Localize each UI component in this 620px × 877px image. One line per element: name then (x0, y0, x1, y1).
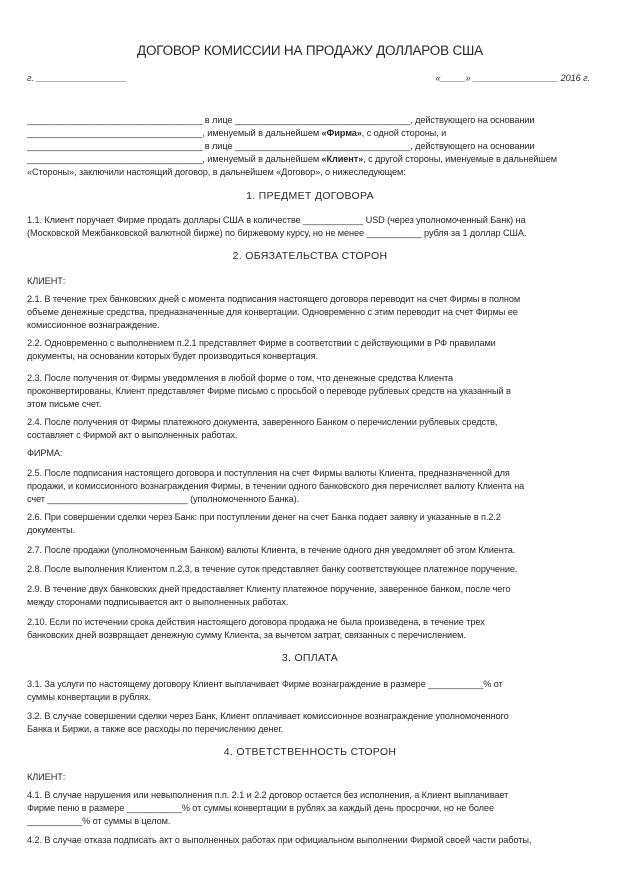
text-segment: проконвертированы, Клиент представляет Фирме письмо с просьбой о переводе рублевых средств на указанный в (27, 386, 511, 396)
section-heading (0, 746, 620, 758)
text-line (27, 306, 518, 318)
text-line (27, 293, 520, 305)
section-heading (0, 190, 620, 202)
text-line (27, 691, 151, 703)
text-segment: 2.10. Если по истечении срока действия настоящего договора продажа не была произведена, в течение трех (27, 617, 485, 627)
text-segment: , с другой стороны, именуемые в дальнейшем (363, 154, 557, 164)
text-line (27, 447, 62, 459)
text-line (27, 815, 170, 827)
text-line (27, 166, 406, 178)
text-line (27, 429, 237, 441)
text-line (27, 214, 525, 226)
text-line (27, 629, 466, 641)
text-segment: этом письме счет. (27, 399, 102, 409)
text-segment: 1.1. Клиент поручает Фирме продать доллары США в количестве ____________ USD (через уполномоченный Банк) на (27, 215, 526, 225)
text-segment: 4.1. В случае нарушения или невыполнения п.п. 2.1 и 2.2 договор остается без исполнения, а Клиент выплачивает (27, 790, 509, 800)
text-line (27, 563, 517, 575)
section-heading (0, 250, 620, 262)
text-line (27, 153, 557, 165)
text-line (27, 275, 65, 287)
party-name: «Фирма» (321, 128, 362, 138)
text-line (27, 398, 101, 410)
text-segment: продажи, и комиссионного вознаграждения Фирмы, в течении одного банковского дня перечисляет валюту Клиента на (27, 481, 525, 491)
text-line (27, 319, 159, 331)
text-segment: 2.8. После выполнения Клиентом п.2.3, в течение суток представляет банку соответствующее платежное поручение. (27, 564, 518, 574)
text-segment: ___________________________________ в лице ___________________________________, действующего на основании (27, 115, 535, 125)
section-heading (0, 652, 620, 664)
text-segment: 2. ОБЯЗАТЕЛЬСТВА СТОРОН (232, 250, 388, 262)
text-line (27, 372, 453, 384)
text-segment: (Московской Межбанковской валютной бирже) по биржевому курсу, но не менее ___________ рубля за 1 доллар США. (27, 228, 527, 238)
text-line (27, 544, 515, 556)
text-line (27, 350, 318, 362)
text-segment: банковских дней возвращает денежную сумму Клиента, за вычетом затрат, связанных с перечислением. (27, 630, 466, 640)
date-field: «_____» _________________ 2016 г. (435, 73, 590, 83)
text-line (27, 789, 508, 801)
text-segment: 2.3. После получения от Фирмы уведомления в любой форме о том, что денежные средства Клиента (27, 373, 453, 383)
text-line (27, 678, 503, 690)
text-segment: 2.6. При совершении сделки через Банк: при поступлении денег на счет Банка подает заявку и указанные в п.2.2 (27, 512, 501, 522)
text-segment: 1. ПРЕДМЕТ ДОГОВОРА (246, 190, 374, 202)
text-segment: ФИРМА: (27, 448, 63, 458)
text-line (27, 723, 283, 735)
text-segment: 2.4. После получения от Фирмы платежного документа, заверенного Банком о перечислении рублевых средств, (27, 417, 498, 427)
text-line (27, 467, 510, 479)
text-segment: 2.2. Одновременно с выполнением п.2.1 представляет Фирме в соответствии с действующими в РФ правилами (27, 338, 496, 348)
text-line (27, 227, 526, 239)
text-line (27, 802, 494, 814)
text-segment: объеме денежные средства, предназначенные для конвертации. Одновременно с этим переводит на счет Фирмы ее (27, 307, 518, 317)
text-segment: счет ____________________________ (уполномоченного Банка). (27, 494, 300, 504)
text-segment: составляет с Фирмой акт о выполненных работах. (27, 430, 238, 440)
text-segment: 3. ОПЛАТА (281, 652, 339, 664)
text-line (27, 416, 497, 428)
text-segment: документы. (27, 525, 75, 535)
party-name: «Клиент» (321, 154, 364, 164)
text-line (27, 616, 485, 628)
text-segment: Фирме пеню в размере ___________% от суммы конвертации в рублях за каждый день просрочки, но не более (27, 803, 494, 813)
text-line (27, 493, 299, 505)
text-segment: 4.2. В случае отказа подписать акт о выполненных работах при официальном выполнении Фирмой своей части работы, (27, 835, 532, 845)
text-line (27, 834, 531, 846)
text-segment: 2.7. После продажи (уполномоченным Банком) валюты Клиента, в течение одного дня уведомляет об этом Клиента. (27, 545, 516, 555)
text-line (27, 596, 288, 608)
text-segment: 2.9. В течение двух банковских дней предоставляет Клиенту платежное поручение, заверенное банком, после чего (27, 584, 511, 594)
text-segment: суммы конвертации в рублях. (27, 692, 152, 702)
text-segment: Банка и Биржи, а также все расходы по перечислению денег. (27, 724, 283, 734)
text-segment: ___________________________________, именуемый в дальнейшем (27, 128, 322, 138)
text-segment: ___________% от суммы в целом. (27, 816, 171, 826)
text-line (27, 114, 534, 126)
text-segment: КЛИЕНТ: (27, 276, 66, 286)
text-line (27, 480, 524, 492)
city-field: г. __________________ (27, 73, 127, 83)
text-segment: КЛИЕНТ: (27, 772, 66, 782)
text-segment: 2.1. В течение трех банковских дней с момента подписания настоящего договора переводит на счет Фирмы в полном (27, 294, 521, 304)
text-line (27, 337, 496, 349)
text-line (27, 710, 509, 722)
text-segment: 2.5. После подписания настоящего договора и поступления на счет Фирмы валюты Клиента, предназначенной для (27, 468, 510, 478)
text-segment: , с одной стороны, и (361, 128, 447, 138)
text-line (27, 127, 446, 139)
text-segment: ___________________________________, именуемый в дальнейшем (27, 154, 322, 164)
text-segment: 3.1. За услуги по настоящему договору Клиент выплачивает Фирме вознаграждение в размере ___________% от (27, 679, 503, 689)
document-title: ДОГОВОР КОМИССИИ НА ПРОДАЖУ ДОЛЛАРОВ США (137, 43, 483, 58)
text-line (27, 524, 75, 536)
text-segment: 3.2. В случае совершении сделки через Банк, Клиент оплачивает комиссионное вознаграждение уполномоченного (27, 711, 509, 721)
text-line (27, 583, 510, 595)
text-segment: документы, на основании которых будет производиться конвертация. (27, 351, 318, 361)
text-segment: «Стороны», заключили настоящий договор, в дальнейшем «Договор», о нижеследующем: (27, 167, 406, 177)
text-line (27, 140, 534, 152)
text-line (27, 511, 501, 523)
text-line (27, 771, 65, 783)
text-segment: комиссионное вознаграждение. (27, 320, 160, 330)
text-segment: 4. ОТВЕТСТВЕННОСТЬ СТОРОН (223, 746, 397, 758)
text-segment: между сторонами подписывается акт о выполненных работах. (27, 597, 289, 607)
text-line (27, 385, 511, 397)
text-segment: ___________________________________ в лице ___________________________________, действующего на основании (27, 141, 535, 151)
